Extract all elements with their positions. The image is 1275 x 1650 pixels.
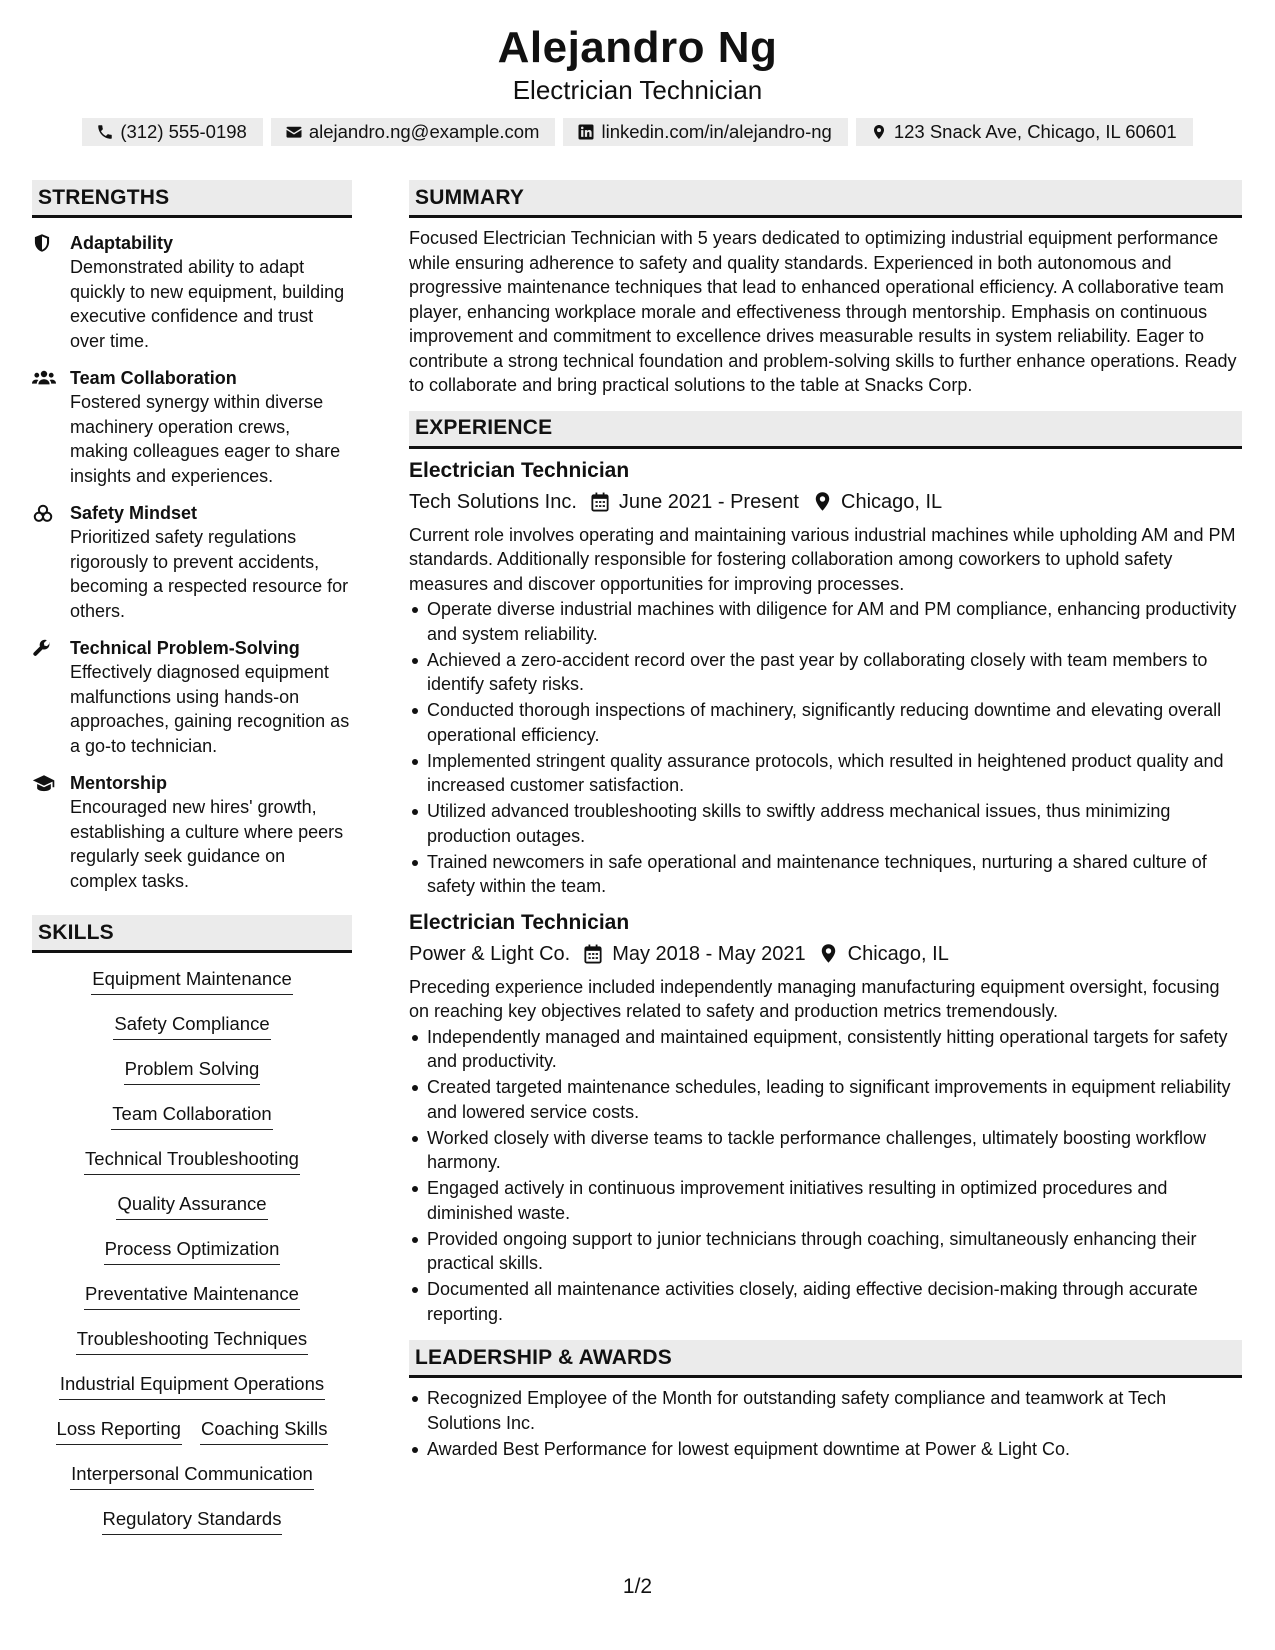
left-column xyxy=(32,180,352,1552)
contact-linkedin[interactable] xyxy=(563,118,847,146)
experience-heading: EXPERIENCE xyxy=(409,411,1242,449)
skill-tag: Industrial Equipment Operations xyxy=(59,1372,325,1400)
biohazard-icon xyxy=(32,501,70,623)
skill-tag: Team Collaboration xyxy=(111,1102,272,1130)
skill-tag: Interpersonal Communication xyxy=(70,1462,314,1490)
linkedin-icon xyxy=(577,123,595,141)
bullet-item: Independently managed and maintained equipment, consistently hitting operational targets for safety and productivity. xyxy=(409,1025,1242,1074)
skill-tag: Equipment Maintenance xyxy=(91,967,293,995)
contact-phone[interactable] xyxy=(82,118,263,146)
bullet-item: Conducted thorough inspections of machinery, significantly reducing downtime and elevating overall operational efficiency. xyxy=(409,698,1242,747)
strength-title: Safety Mindset xyxy=(70,503,198,523)
skill-tag: Safety Compliance xyxy=(113,1012,270,1040)
strength-desc: Fostered synergy within diverse machinery operation crews, making colleagues eager to share insights and experiences. xyxy=(70,392,341,486)
contact-address-text: 123 Snack Ave, Chicago, IL 60601 xyxy=(893,121,1177,142)
strength-item xyxy=(32,501,352,623)
bullet-item: Trained newcomers in safe operational and maintenance techniques, nurturing a shared culture of safety within the team. xyxy=(409,850,1242,899)
bullet-item: Implemented stringent quality assurance protocols, which resulted in heightened product quality and increased customer satisfaction. xyxy=(409,749,1242,798)
users-icon xyxy=(32,366,70,488)
job-location: Chicago, IL xyxy=(841,490,943,513)
summary-heading: SUMMARY xyxy=(409,180,1242,218)
candidate-title: Electrician Technician xyxy=(512,75,763,105)
skill-tag: Loss Reporting xyxy=(56,1417,182,1445)
contact-bar xyxy=(0,118,1275,146)
job-entry xyxy=(409,909,1242,1327)
map-pin-icon xyxy=(870,123,888,141)
strength-item xyxy=(32,771,352,893)
job-dates: June 2021 - Present xyxy=(618,490,799,513)
strength-title: Technical Problem-Solving xyxy=(70,638,300,658)
job-meta xyxy=(409,488,1242,516)
strength-desc: Prioritized safety regulations rigorously to prevent accidents, becoming a respected resource for others. xyxy=(70,527,349,621)
job-entry xyxy=(409,457,1242,899)
bullet-item: Achieved a zero-accident record over the past year by collaborating closely with team members to identify safety risks. xyxy=(409,648,1242,697)
resume-header xyxy=(0,22,1275,146)
skill-tag: Preventative Maintenance xyxy=(84,1282,300,1310)
strength-title: Team Collaboration xyxy=(70,368,237,388)
map-pin-icon xyxy=(818,943,840,965)
strength-item xyxy=(32,636,352,758)
bullet-item: Provided ongoing support to junior technicians through coaching, simultaneously enhancing their practical skills. xyxy=(409,1227,1242,1276)
right-column xyxy=(409,180,1242,1463)
leadership-bullets xyxy=(409,1386,1242,1461)
skill-tag: Quality Assurance xyxy=(116,1192,267,1220)
job-company: Tech Solutions Inc. xyxy=(409,490,577,513)
job-title: Electrician Technician xyxy=(409,910,630,934)
job-bullets xyxy=(409,1025,1242,1327)
contact-linkedin-text: linkedin.com/in/alejandro-ng xyxy=(601,121,832,142)
job-dates: May 2018 - May 2021 xyxy=(612,942,806,965)
map-pin-icon xyxy=(811,491,833,513)
strengths-heading: STRENGTHS xyxy=(32,180,352,218)
summary-text: Focused Electrician Technician with 5 years dedicated to optimizing industrial equipment performance while ensuring adherence to safety and quality standards. Experienced in both autonomous and progressive maintenance techniques that lead to enhanced operational efficiency. A collaborative team player, enhancing workplace morale and effectiveness through mentorship. Emphasis on continuous improvement and commitment to excellence drives measurable results in system reliability. Eager to contribute a strong technical foundation and problem-solving skills to further enhance operations. Ready to collaborate and bring practical solutions to the table at Snacks Corp. xyxy=(409,228,1237,395)
skill-tag: Problem Solving xyxy=(124,1057,261,1085)
skill-tag: Technical Troubleshooting xyxy=(84,1147,300,1175)
contact-email-text: alejandro.ng@example.com xyxy=(308,121,540,142)
job-title: Electrician Technician xyxy=(409,458,630,482)
graduation-cap-icon xyxy=(32,771,70,893)
contact-address[interactable] xyxy=(856,118,1193,146)
strength-title: Mentorship xyxy=(70,773,167,793)
envelope-icon xyxy=(285,123,303,141)
skills-heading: SKILLS xyxy=(32,915,352,953)
calendar-icon xyxy=(589,491,611,513)
job-description: Current role involves operating and maintaining various industrial machines while upholding AM and PM standards. Additionally responsible for fostering collaboration among coworkers to uphold safety measures and discover opportunities for improving processes. xyxy=(409,524,1236,594)
job-bullets xyxy=(409,597,1242,899)
phone-icon xyxy=(96,123,114,141)
page-number: 1/2 xyxy=(622,1575,653,1598)
contact-phone-text: (312) 555-0198 xyxy=(120,121,247,142)
contact-email[interactable] xyxy=(271,118,556,146)
bullet-item: Worked closely with diverse teams to tackle performance challenges, ultimately boosting workflow harmony. xyxy=(409,1126,1242,1175)
bullet-item: Recognized Employee of the Month for outstanding safety compliance and teamwork at Tech Solutions Inc. xyxy=(409,1386,1242,1435)
job-location: Chicago, IL xyxy=(847,942,949,965)
wrench-icon xyxy=(32,636,70,758)
bullet-item: Documented all maintenance activities closely, aiding effective decision-making through accurate reporting. xyxy=(409,1277,1242,1326)
bullet-item: Utilized advanced troubleshooting skills to swiftly address mechanical issues, thus minimizing production outages. xyxy=(409,799,1242,848)
job-meta xyxy=(409,940,1242,968)
candidate-name: Alejandro Ng xyxy=(497,23,778,72)
skills-list xyxy=(32,967,352,1552)
skill-tag: Troubleshooting Techniques xyxy=(76,1327,308,1355)
skill-tag: Coaching Skills xyxy=(200,1417,328,1445)
bullet-item: Operate diverse industrial machines with diligence for AM and PM compliance, enhancing productivity and system reliability. xyxy=(409,597,1242,646)
strength-desc: Encouraged new hires' growth, establishing a culture where peers regularly seek guidance on complex tasks. xyxy=(70,797,344,891)
strength-desc: Demonstrated ability to adapt quickly to new equipment, building executive confidence and trust over time. xyxy=(70,257,345,351)
job-description: Preceding experience included independently managing manufacturing equipment oversight, focusing on reaching key objectives related to safety and production metrics tremendously. xyxy=(409,976,1220,1021)
calendar-icon xyxy=(582,943,604,965)
job-company: Power & Light Co. xyxy=(409,942,571,965)
bullet-item: Awarded Best Performance for lowest equipment downtime at Power & Light Co. xyxy=(409,1437,1242,1462)
skill-tag: Process Optimization xyxy=(104,1237,281,1265)
skill-tag: Regulatory Standards xyxy=(102,1507,283,1535)
leadership-heading: LEADERSHIP & AWARDS xyxy=(409,1340,1242,1378)
strength-title: Adaptability xyxy=(70,233,174,253)
strength-desc: Effectively diagnosed equipment malfunctions using hands-on approaches, gaining recognition as a go-to technician. xyxy=(70,662,350,756)
strength-item xyxy=(32,366,352,488)
bullet-item: Created targeted maintenance schedules, leading to significant improvements in equipment reliability and lowered service costs. xyxy=(409,1075,1242,1124)
strength-item xyxy=(32,231,352,353)
bullet-item: Engaged actively in continuous improvement initiatives resulting in optimized procedures and diminished waste. xyxy=(409,1176,1242,1225)
shield-icon xyxy=(32,231,70,353)
